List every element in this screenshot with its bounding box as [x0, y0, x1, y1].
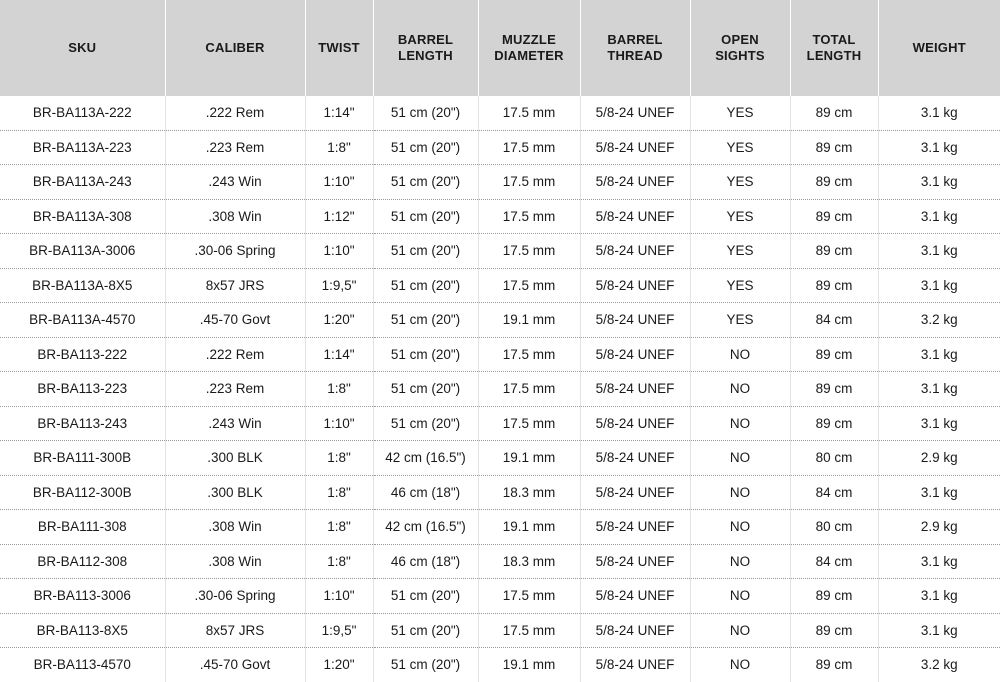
- table-row: [0, 579, 1000, 614]
- cell-twist: 1:9,5": [305, 268, 373, 303]
- cell-total-length: 89 cm: [790, 579, 878, 614]
- cell-barrel-length: 51 cm (20"): [373, 165, 478, 200]
- cell-open-sights: NO: [690, 337, 790, 372]
- cell-weight: 3.1 kg: [878, 268, 1000, 303]
- cell-sku: BR-BA113A-243: [0, 165, 165, 200]
- cell-weight: 3.1 kg: [878, 165, 1000, 200]
- table-row: [0, 130, 1000, 165]
- cell-twist: 1:12": [305, 199, 373, 234]
- column-header-barrel-length: BARREL LENGTH: [373, 0, 478, 96]
- cell-total-length: 84 cm: [790, 475, 878, 510]
- cell-barrel-length: 51 cm (20"): [373, 613, 478, 648]
- cell-muzzle-diameter: 17.5 mm: [478, 613, 580, 648]
- cell-barrel-thread: 5/8-24 UNEF: [580, 165, 690, 200]
- cell-barrel-thread: 5/8-24 UNEF: [580, 130, 690, 165]
- cell-weight: 3.1 kg: [878, 96, 1000, 130]
- cell-muzzle-diameter: 19.1 mm: [478, 303, 580, 338]
- cell-caliber: .30-06 Spring: [165, 579, 305, 614]
- cell-open-sights: NO: [690, 648, 790, 682]
- cell-barrel-length: 51 cm (20"): [373, 130, 478, 165]
- cell-sku: BR-BA113A-223: [0, 130, 165, 165]
- cell-barrel-length: 51 cm (20"): [373, 579, 478, 614]
- cell-sku: BR-BA113-8X5: [0, 613, 165, 648]
- cell-total-length: 89 cm: [790, 234, 878, 269]
- cell-caliber: .222 Rem: [165, 96, 305, 130]
- cell-barrel-thread: 5/8-24 UNEF: [580, 613, 690, 648]
- cell-twist: 1:10": [305, 165, 373, 200]
- cell-barrel-length: 51 cm (20"): [373, 199, 478, 234]
- cell-barrel-length: 51 cm (20"): [373, 96, 478, 130]
- cell-twist: 1:8": [305, 544, 373, 579]
- table-row: [0, 441, 1000, 476]
- cell-muzzle-diameter: 18.3 mm: [478, 475, 580, 510]
- table-row: [0, 337, 1000, 372]
- cell-barrel-thread: 5/8-24 UNEF: [580, 337, 690, 372]
- cell-barrel-thread: 5/8-24 UNEF: [580, 510, 690, 545]
- table-row: [0, 199, 1000, 234]
- cell-weight: 2.9 kg: [878, 510, 1000, 545]
- column-header-barrel-thread: BARREL THREAD: [580, 0, 690, 96]
- table-row: [0, 234, 1000, 269]
- cell-muzzle-diameter: 17.5 mm: [478, 579, 580, 614]
- cell-total-length: 89 cm: [790, 337, 878, 372]
- cell-weight: 3.1 kg: [878, 372, 1000, 407]
- cell-barrel-thread: 5/8-24 UNEF: [580, 268, 690, 303]
- cell-sku: BR-BA113A-308: [0, 199, 165, 234]
- cell-sku: BR-BA113A-8X5: [0, 268, 165, 303]
- cell-caliber: .300 BLK: [165, 441, 305, 476]
- cell-caliber: .243 Win: [165, 165, 305, 200]
- cell-barrel-length: 42 cm (16.5"): [373, 441, 478, 476]
- cell-barrel-thread: 5/8-24 UNEF: [580, 372, 690, 407]
- cell-barrel-thread: 5/8-24 UNEF: [580, 648, 690, 682]
- cell-total-length: 80 cm: [790, 441, 878, 476]
- column-header-caliber: CALIBER: [165, 0, 305, 96]
- cell-total-length: 80 cm: [790, 510, 878, 545]
- cell-open-sights: YES: [690, 303, 790, 338]
- cell-barrel-length: 42 cm (16.5"): [373, 510, 478, 545]
- cell-muzzle-diameter: 19.1 mm: [478, 441, 580, 476]
- cell-barrel-thread: 5/8-24 UNEF: [580, 544, 690, 579]
- cell-weight: 3.1 kg: [878, 406, 1000, 441]
- table-row: [0, 544, 1000, 579]
- cell-twist: 1:14": [305, 337, 373, 372]
- cell-weight: 3.1 kg: [878, 579, 1000, 614]
- table-row: [0, 372, 1000, 407]
- cell-weight: 3.2 kg: [878, 303, 1000, 338]
- cell-twist: 1:14": [305, 96, 373, 130]
- cell-caliber: .223 Rem: [165, 372, 305, 407]
- cell-muzzle-diameter: 19.1 mm: [478, 510, 580, 545]
- cell-weight: 3.1 kg: [878, 199, 1000, 234]
- cell-open-sights: NO: [690, 441, 790, 476]
- cell-open-sights: NO: [690, 510, 790, 545]
- table-row: [0, 96, 1000, 130]
- cell-sku: BR-BA113-223: [0, 372, 165, 407]
- cell-total-length: 89 cm: [790, 613, 878, 648]
- cell-barrel-thread: 5/8-24 UNEF: [580, 441, 690, 476]
- cell-muzzle-diameter: 17.5 mm: [478, 372, 580, 407]
- cell-open-sights: NO: [690, 406, 790, 441]
- cell-total-length: 89 cm: [790, 372, 878, 407]
- cell-open-sights: YES: [690, 96, 790, 130]
- cell-sku: BR-BA113A-222: [0, 96, 165, 130]
- cell-weight: 3.2 kg: [920, 657, 958, 673]
- cell-barrel-thread: 5/8-24 UNEF: [580, 96, 690, 130]
- cell-weight: 3.1 kg: [878, 613, 1000, 648]
- cell-sku: BR-BA111-300B: [0, 441, 165, 476]
- cell-twist: 1:8": [305, 130, 373, 165]
- cell-sku: BR-BA111-308: [0, 510, 165, 545]
- column-header-muzzle-diameter: MUZZLE DIAMETER: [478, 0, 580, 96]
- table-row: [0, 303, 1000, 338]
- cell-total-length: 89 cm: [790, 130, 878, 165]
- cell-barrel-length: 51 cm (20"): [373, 234, 478, 269]
- cell-twist: 1:20": [305, 303, 373, 338]
- cell-barrel-thread: 5/8-24 UNEF: [580, 303, 690, 338]
- column-header-weight: WEIGHT: [878, 0, 1000, 96]
- cell-open-sights: NO: [690, 372, 790, 407]
- cell-muzzle-diameter: 17.5 mm: [478, 165, 580, 200]
- cell-twist: 1:10": [305, 579, 373, 614]
- cell-caliber: .243 Win: [165, 406, 305, 441]
- cell-caliber: .308 Win: [165, 544, 305, 579]
- cell-muzzle-diameter: 17.5 mm: [478, 130, 580, 165]
- cell-sku: BR-BA112-300B: [0, 475, 165, 510]
- cell-barrel-length: 51 cm (20"): [373, 648, 478, 682]
- cell-barrel-length: 51 cm (20"): [373, 406, 478, 441]
- table-header: [0, 0, 1000, 96]
- cell-caliber: .308 Win: [165, 199, 305, 234]
- column-header-twist: TWIST: [305, 0, 373, 96]
- table-row: [0, 475, 1000, 510]
- table-header-row: [0, 0, 1000, 96]
- cell-muzzle-diameter: 17.5 mm: [478, 96, 580, 130]
- cell-barrel-thread: 5/8-24 UNEF: [580, 475, 690, 510]
- cell-weight: 2.9 kg: [878, 441, 1000, 476]
- cell-barrel-thread: 5/8-24 UNEF: [580, 234, 690, 269]
- cell-total-length: 89 cm: [790, 648, 878, 682]
- cell-muzzle-diameter: 17.5 mm: [478, 268, 580, 303]
- cell-twist: 1:8": [305, 372, 373, 407]
- cell-caliber: 8x57 JRS: [165, 613, 305, 648]
- cell-open-sights: YES: [690, 268, 790, 303]
- cell-total-length: 89 cm: [790, 96, 878, 130]
- cell-muzzle-diameter: 17.5 mm: [478, 406, 580, 441]
- cell-twist: 1:8": [305, 441, 373, 476]
- cell-open-sights: YES: [690, 130, 790, 165]
- column-header-open-sights: OPEN SIGHTS: [690, 0, 790, 96]
- cell-weight: 3.1 kg: [878, 544, 1000, 579]
- cell-twist: 1:9,5": [305, 613, 373, 648]
- cell-total-length: 89 cm: [790, 268, 878, 303]
- cell-sku: BR-BA113A-3006: [0, 234, 165, 269]
- cell-total-length: 89 cm: [790, 406, 878, 441]
- cell-sku: BR-BA113A-4570: [0, 303, 165, 338]
- cell-barrel-length: 51 cm (20"): [373, 303, 478, 338]
- cell-caliber: .45-70 Govt: [165, 303, 305, 338]
- cell-total-length: 84 cm: [790, 303, 878, 338]
- table-row: [0, 268, 1000, 303]
- table-body: [0, 96, 1000, 682]
- cell-twist: 1:20": [305, 648, 373, 682]
- cell-open-sights: YES: [690, 234, 790, 269]
- cell-caliber: .300 BLK: [165, 475, 305, 510]
- cell-caliber: .222 Rem: [165, 337, 305, 372]
- cell-caliber: .45-70 Govt: [165, 648, 305, 682]
- cell-barrel-length: 51 cm (20"): [373, 268, 478, 303]
- cell-total-length: 84 cm: [790, 544, 878, 579]
- table-row: [0, 165, 1000, 200]
- cell-open-sights: YES: [690, 165, 790, 200]
- cell-barrel-thread: 5/8-24 UNEF: [580, 579, 690, 614]
- cell-total-length: 89 cm: [790, 165, 878, 200]
- cell-weight: 3.1 kg: [878, 234, 1000, 269]
- cell-open-sights: NO: [690, 544, 790, 579]
- cell-sku: BR-BA112-308: [0, 544, 165, 579]
- cell-open-sights: YES: [690, 199, 790, 234]
- column-header-total-length: TOTAL LENGTH: [790, 0, 878, 96]
- cell-barrel-length: 46 cm (18"): [373, 475, 478, 510]
- cell-barrel-thread: 5/8-24 UNEF: [580, 199, 690, 234]
- table-row: [0, 510, 1000, 545]
- cell-muzzle-diameter: 17.5 mm: [478, 234, 580, 269]
- cell-weight: 3.1 kg: [878, 337, 1000, 372]
- cell-sku: BR-BA113-243: [0, 406, 165, 441]
- cell-barrel-length: 51 cm (20"): [373, 337, 478, 372]
- cell-twist: 1:10": [305, 234, 373, 269]
- cell-muzzle-diameter: 17.5 mm: [478, 337, 580, 372]
- cell-open-sights: NO: [690, 579, 790, 614]
- cell-total-length: 89 cm: [790, 199, 878, 234]
- cell-muzzle-diameter: 17.5 mm: [478, 199, 580, 234]
- cell-caliber: 8x57 JRS: [165, 268, 305, 303]
- cell-open-sights: NO: [690, 475, 790, 510]
- cell-muzzle-diameter: 18.3 mm: [478, 544, 580, 579]
- cell-twist: 1:8": [305, 475, 373, 510]
- cell-barrel-thread: 5/8-24 UNEF: [580, 406, 690, 441]
- cell-barrel-length: 46 cm (18"): [373, 544, 478, 579]
- cell-open-sights: NO: [690, 613, 790, 648]
- cell-twist: 1:10": [305, 406, 373, 441]
- cell-muzzle-diameter: 19.1 mm: [478, 648, 580, 682]
- cell-sku: BR-BA113-222: [0, 337, 165, 372]
- cell-sku: BR-BA113-3006: [0, 579, 165, 614]
- cell-twist: 1:8": [305, 510, 373, 545]
- cell-caliber: .30-06 Spring: [165, 234, 305, 269]
- column-header-sku: SKU: [0, 0, 165, 96]
- cell-barrel-length: 51 cm (20"): [373, 372, 478, 407]
- cell-weight: 3.1 kg: [878, 475, 1000, 510]
- cell-caliber: .308 Win: [165, 510, 305, 545]
- table-row: [0, 613, 1000, 648]
- cell-caliber: .223 Rem: [165, 130, 305, 165]
- cell-weight: 3.1 kg: [878, 130, 1000, 165]
- table-row: [0, 406, 1000, 441]
- cell-sku: BR-BA113-4570: [0, 648, 165, 682]
